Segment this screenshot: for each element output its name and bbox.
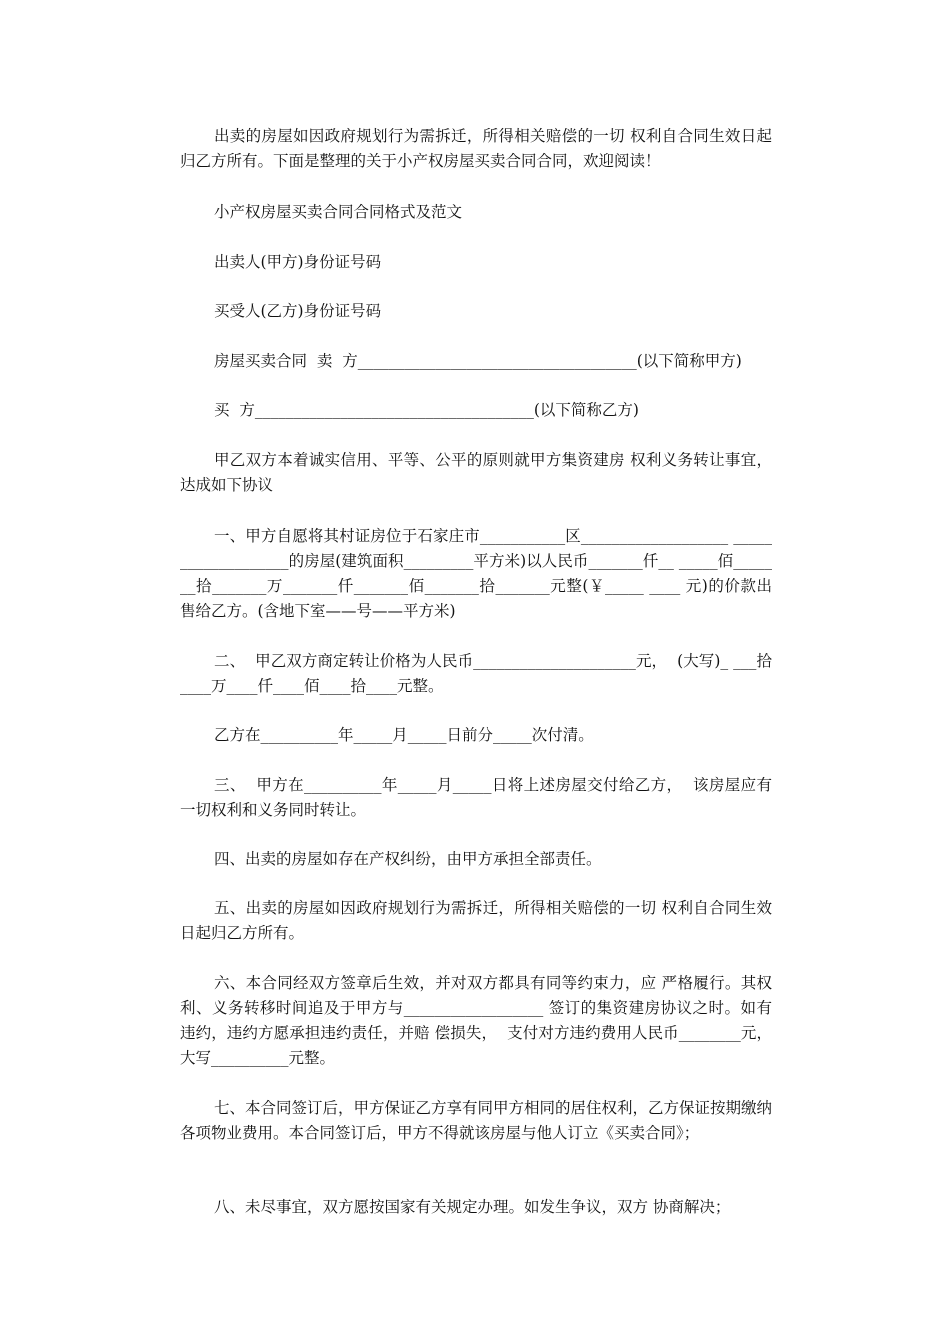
clause-4: 四、出卖的房屋如存在产权纠纷，由甲方承担全部责任。: [214, 850, 602, 868]
clause-6: 六、本合同经双方签章后生效，并对双方都具有同等约束力，应 严格履行。其权利、义务转移时间追及于甲方与__________________ 签订的集资建房协议之时。如有违约，违约方愿承担违约责任，并赔 偿损失， 支付对方违约费用人民币________元， 大写__________元整。: [180, 974, 782, 1067]
clause-2: 二、 甲乙双方商定转让价格为人民币_____________________元， (大写)_ ___拾____万____仟____佰____拾____元整。: [180, 652, 772, 695]
seller-id-line: 出卖人(甲方)身份证号码: [214, 253, 382, 271]
agreement-preamble: 甲乙双方本着诚实信用、平等、公平的原则就甲方集资建房 权利义务转让事宜，达成如下协议: [180, 451, 772, 494]
clause-5: 五、出卖的房屋如因政府规划行为需拆迁，所得相关赔偿的一切 权利自合同生效日起归乙方所有。: [180, 899, 772, 942]
clause-8: 八、未尽事宜，双方愿按国家有关规定办理。如发生争议，双方 协商解决；: [214, 1198, 731, 1216]
payment-schedule: 乙方在__________年_____月_____日前分_____次付清。: [214, 726, 594, 744]
seller-party-line: 房屋买卖合同 卖 方____________________________________(以下简称甲方): [214, 352, 742, 370]
buyer-party-line: 买 方____________________________________(以下简称乙方): [214, 401, 639, 419]
clause-1: 一、甲方自愿将其村证房位于石家庄市___________区___________________ ___________________的房屋(建筑面积_________平方米)以人民币_______仟__ _____佰_______拾_______万_______仟_______佰_______拾_______元整(￥_____ ____ 元)的价款出售给乙方。(含地下室——号——平方米): [180, 527, 772, 620]
document-title: 小产权房屋买卖合同合同格式及范文: [214, 203, 463, 221]
clause-3: 三、 甲方在__________年_____月_____日将上述房屋交付给乙方， 该房屋应有一切权利和义务同时转让。: [180, 776, 772, 819]
clause-7: 七、本合同签订后，甲方保证乙方享有同甲方相同的居住权利，乙方保证按期缴纳各项物业费用。本合同签订后，甲方不得就该房屋与他人订立《买卖合同》；: [180, 1099, 773, 1142]
intro-paragraph: 出卖的房屋如因政府规划行为需拆迁，所得相关赔偿的一切 权利自合同生效日起归乙方所有。下面是整理的关于小产权房屋买卖合同合同，欢迎阅读！: [180, 127, 772, 170]
buyer-id-line: 买受人(乙方)身份证号码: [214, 302, 382, 320]
